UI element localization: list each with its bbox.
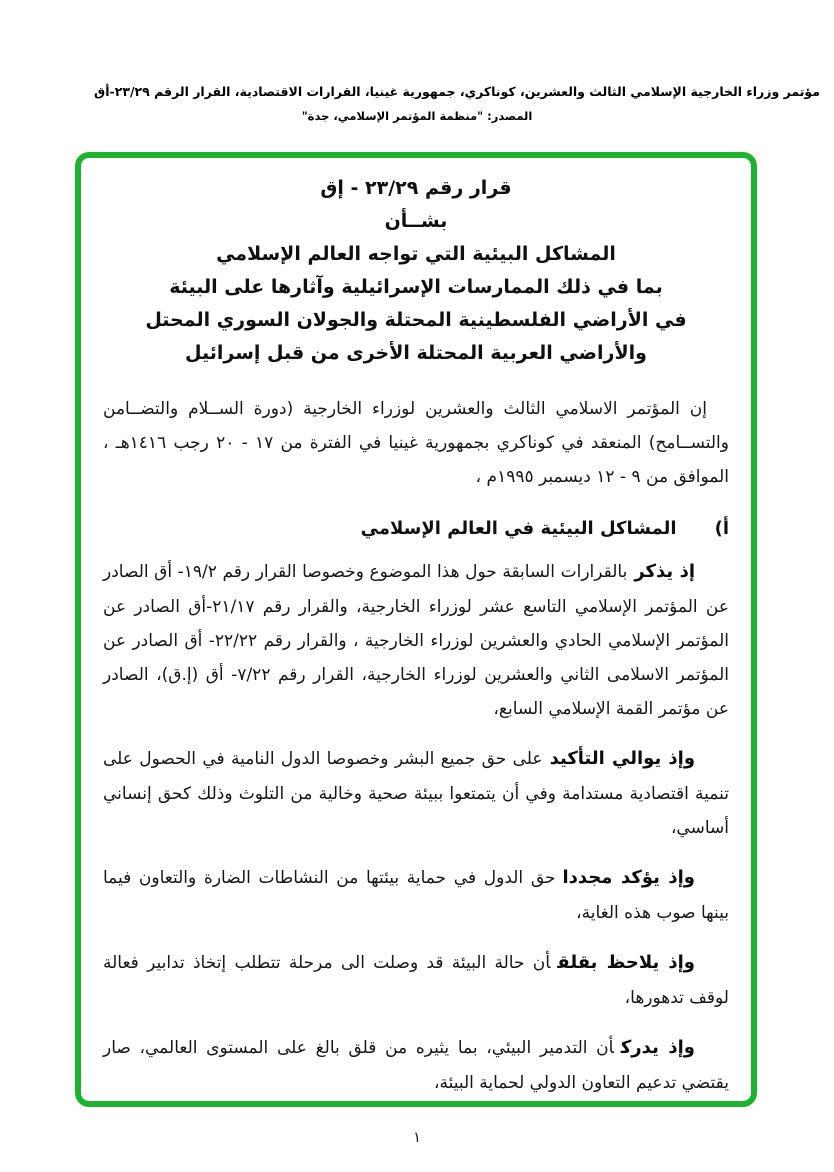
section-title: المشاكل البيئية في العالم الإسلامي bbox=[360, 518, 677, 539]
clause-text: على حق جميع البشر وخصوصا الدول النامية في الحصول على تنمية اقتصادية مستدامة وفي أن يتمتعوا ببيئة صحية وخالية من التلوث وذلك كحق إنساني أساسي، bbox=[103, 749, 729, 838]
clause-lead: وإذ يوالي التأكيد bbox=[549, 748, 696, 769]
clause-paragraph bbox=[103, 554, 729, 726]
page-number: ١ bbox=[412, 1128, 422, 1146]
resolution-title-line: في الأراضي الفلسطينية المحتلة والجولان السوري المحتل bbox=[145, 309, 687, 331]
resolution-number-line: قرار رقم ٢٣/٢٩ - إق bbox=[320, 177, 512, 199]
clause-paragraph bbox=[103, 860, 729, 930]
resolution-regarding-line: بشــأن bbox=[384, 210, 448, 232]
section-heading bbox=[103, 518, 729, 539]
clause-text: حق الدول في حماية بيئتها من النشاطات الضارة والتعاون فيما بينها صوب هذه الغاية، bbox=[103, 868, 729, 923]
clause-text: أن حالة البيئة قد وصلت الى مرحلة تتطلب إتخاذ تدابير فعالة لوقف تدهورها، bbox=[103, 953, 729, 1008]
header-source: المصدر: "منظمة المؤتمر الإسلامي، جدة" bbox=[301, 108, 533, 123]
clause-paragraph bbox=[103, 1030, 729, 1100]
clause-text: بالقرارات السابقة حول هذا الموضوع وخصوصا القرار رقم ١٩/٢- أق الصادر عن المؤتمر الإسلامي التاسع عشر لوزراء الخارجية، والقرار رقم ٢١/١٧-أق الصادر عن المؤتمر الإسلامي الحادي والعشرين لوزراء الخارجية ، والقرار رقم ٢٢/٢٢- أق الصادر عن المؤتمر الاسلامى الثاني والعشرين لوزراء الخارجية، القرار رقم ٧/٢٢- أق (إ.ق)، الصادر عن مؤتمر القمة الإسلامي السابع، bbox=[103, 562, 729, 719]
section-marker: أ) bbox=[714, 518, 729, 539]
resolution-title-block bbox=[103, 172, 729, 370]
clause-lead: وإذ يلاحظ بقلق bbox=[557, 952, 695, 973]
document-header bbox=[14, 84, 820, 123]
preamble-paragraph: إن المؤتمر الاسلامي الثالث والعشرين لوزراء الخارجية (دورة الســلام والتضــامن والتســامح) المنعقد في كوناكري بجمهورية غينيا في الفترة من ١٧ - ٢٠ رجب ١٤١٦هـ ، الموافق من ٩ - ١٢ ديسمبر ١٩٩٥م ، bbox=[103, 399, 729, 487]
clause-lead: إذ يذكر bbox=[634, 561, 696, 582]
clause-lead: وإذ يؤكد مجددا bbox=[562, 867, 695, 888]
annotation-highlight-box bbox=[75, 152, 757, 1107]
resolution-title-line: والأراضي العربية المحتلة الأخرى من قبل إسرائيل bbox=[185, 342, 647, 364]
clause-paragraph bbox=[103, 945, 729, 1015]
resolution-title-line: بما في ذلك الممارسات الإسرائيلية وآثارها على البيئة bbox=[169, 276, 663, 298]
clause-paragraph bbox=[103, 741, 729, 845]
resolution-title-line: المشاكل البيئية التي تواجه العالم الإسلامي bbox=[216, 243, 616, 265]
clause-text: أن التدمير البيئي، بما يثيره من قلق بالغ على المستوى العالمي، صار يقتضي تدعيم التعاون الدولي لحماية البيئة، bbox=[103, 1038, 729, 1093]
header-citation: مؤتمر وزراء الخارجية الإسلامي الثالث والعشرين، كوناكري، جمهورية غينيا، القرارات الاقتصادية، القرار الرقم ٢٣/٢٩-أق bbox=[94, 84, 820, 99]
clause-lead: وإذ يدرك bbox=[620, 1037, 695, 1058]
